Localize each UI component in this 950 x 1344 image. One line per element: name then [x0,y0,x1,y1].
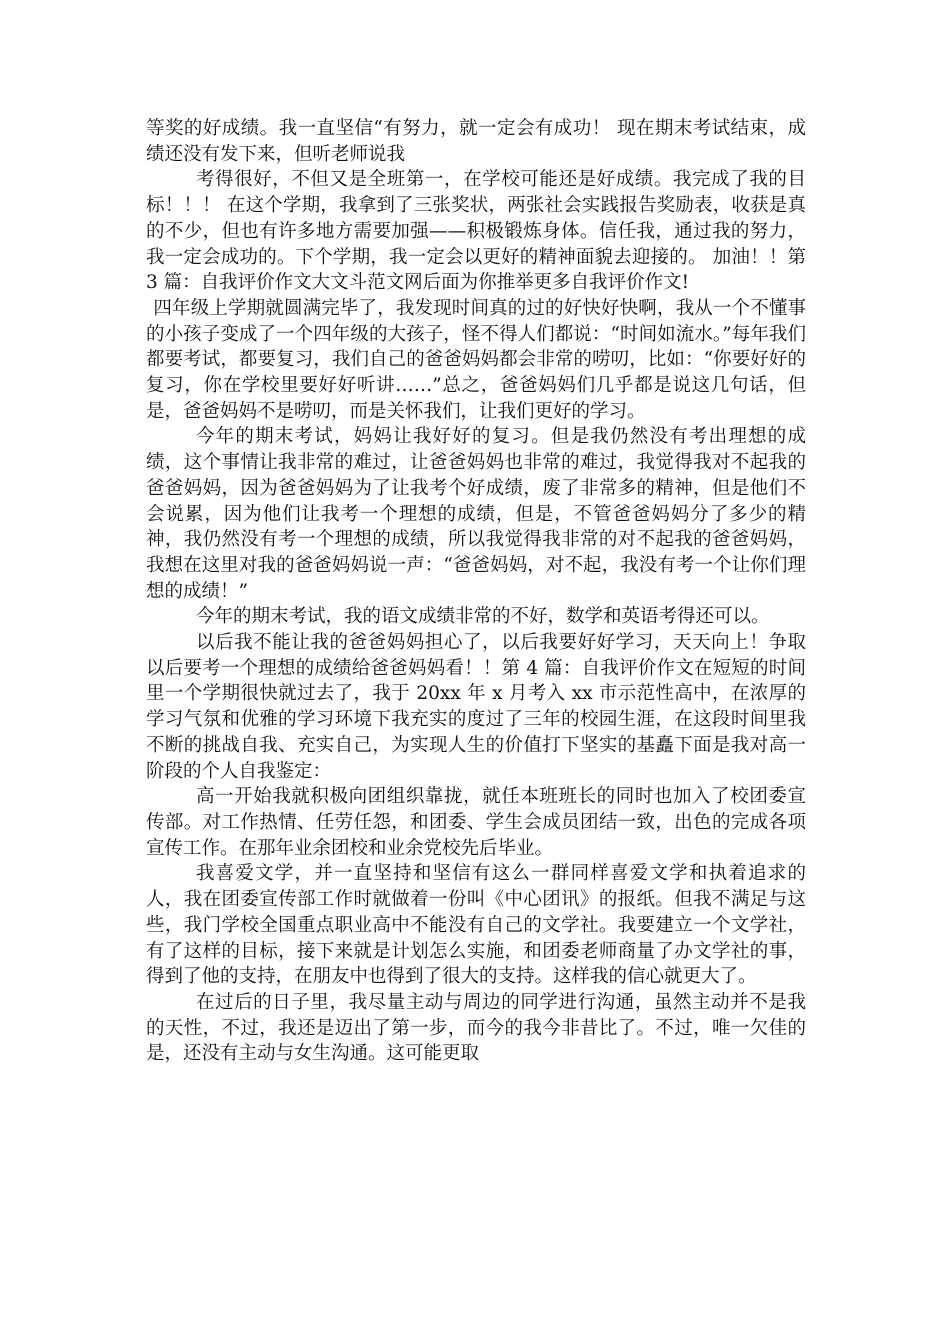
paragraph-6: 以后我不能让我的爸爸妈妈担心了，以后我要好好学习，天天向上！争取以后要考一个理想的成绩给爸爸妈妈看！！第 4 篇：自我评价作文在短短的时间里一个学期很快就过去了，我于 20xx 年 x 月考入 xx 市示范性高中，在浓厚的学习气氛和优雅的学习环境下我充实的度过了三年的校园生涯，在这段时间里我不断的挑战自我、充实自己，为实现人生的价值打下坚实的基矗下面是我对高一阶段的个人自我鉴定： [146,632,806,782]
paragraph-8: 我喜爱文学，并一直坚持和坚信有这么一群同样喜爱文学和执着追求的人，我在团委宣传部工作时就做着一份叫《中心团讯》的报纸。但我不满足与这些，我门学校全国重点职业高中不能没有自己的文学社。我要建立一个文学社，有了这样的目标，接下来就是计划怎么实施，和团委老师商量了办文学社的事，得到了他的支持，在朋友中也得到了很大的支持。这样我的信心就更大了。 [146,863,806,988]
document-page [146,116,806,1067]
paragraph-3: 四年级上学期就圆满完毕了，我发现时间真的过的好快好快啊，我从一个不懂事的小孩子变成了一个四年级的大孩子，怪不得人们都说：“时间如流水。”每年我们都要考试，都要复习，我们自己的爸爸妈妈都会非常的唠叨，比如：“你要好好的复习，你在学校里要好好听讲……”总之，爸爸妈妈们几乎都是说这几句话，但是，爸爸妈妈不是唠叨，而是关怀我们，让我们更好的学习。 [146,297,806,422]
paragraph-5: 今年的期末考试，我的语文成绩非常的不好，数学和英语考得还可以。 [195,606,770,628]
paragraph-2: 考得很好，不但又是全班第一，在学校可能还是好成绩。我完成了我的目标！！！ 在这个学期，我拿到了三张奖状，两张社会实践报告奖励表，收获是真的不少，但也有许多地方需要加强——积极锻炼身体。信任我，通过我的努力，我一定会成功的。下个学期，我一定会以更好的精神面貌去迎接的。 加油！！第 3 篇：自我评价作文大文斗范文网后面为你推举更多自我评价作文! [146,169,806,294]
paragraph-4: 今年的期末考试，妈妈让我好好的复习。但是我仍然没有考出理想的成绩，这个事情让我非常的难过，让爸爸妈妈也非常的难过，我觉得我对不起我的爸爸妈妈，因为爸爸妈妈为了让我考个好成绩，废了非常多的精神，但是他们不会说累，因为他们让我考一个理想的成绩，但是，不管爸爸妈妈分了多少的精神，我仍然没有考一个理想的成绩，所以我觉得我非常的对不起我的爸爸妈妈，我想在这里对我的爸爸妈妈说一声：“爸爸妈妈，对不起，我没有考一个让你们理想的成绩！” [146,426,806,602]
paragraph-1: 等奖的好成绩。我一直坚信“有努力，就一定会有成功！ 现在期末考试结束，成绩还没有发下来，但听老师说我 [146,118,806,165]
paragraph-7: 高一开始我就积极向团组织靠拢，就任本班班长的同时也加入了校团委宣传部。对工作热情、任劳任怨，和团委、学生会成员团结一致，出色的完成各项宣传工作。在那年业余团校和业余党校先后毕业。 [146,786,806,859]
paragraph-9: 在过后的日子里，我尽量主动与周边的同学进行沟通，虽然主动并不是我的天性，不过，我还是迈出了第一步，而今的我今非昔比了。不过，唯一欠佳的是，还没有主动与女生沟通。这可能更取 [146,991,806,1065]
